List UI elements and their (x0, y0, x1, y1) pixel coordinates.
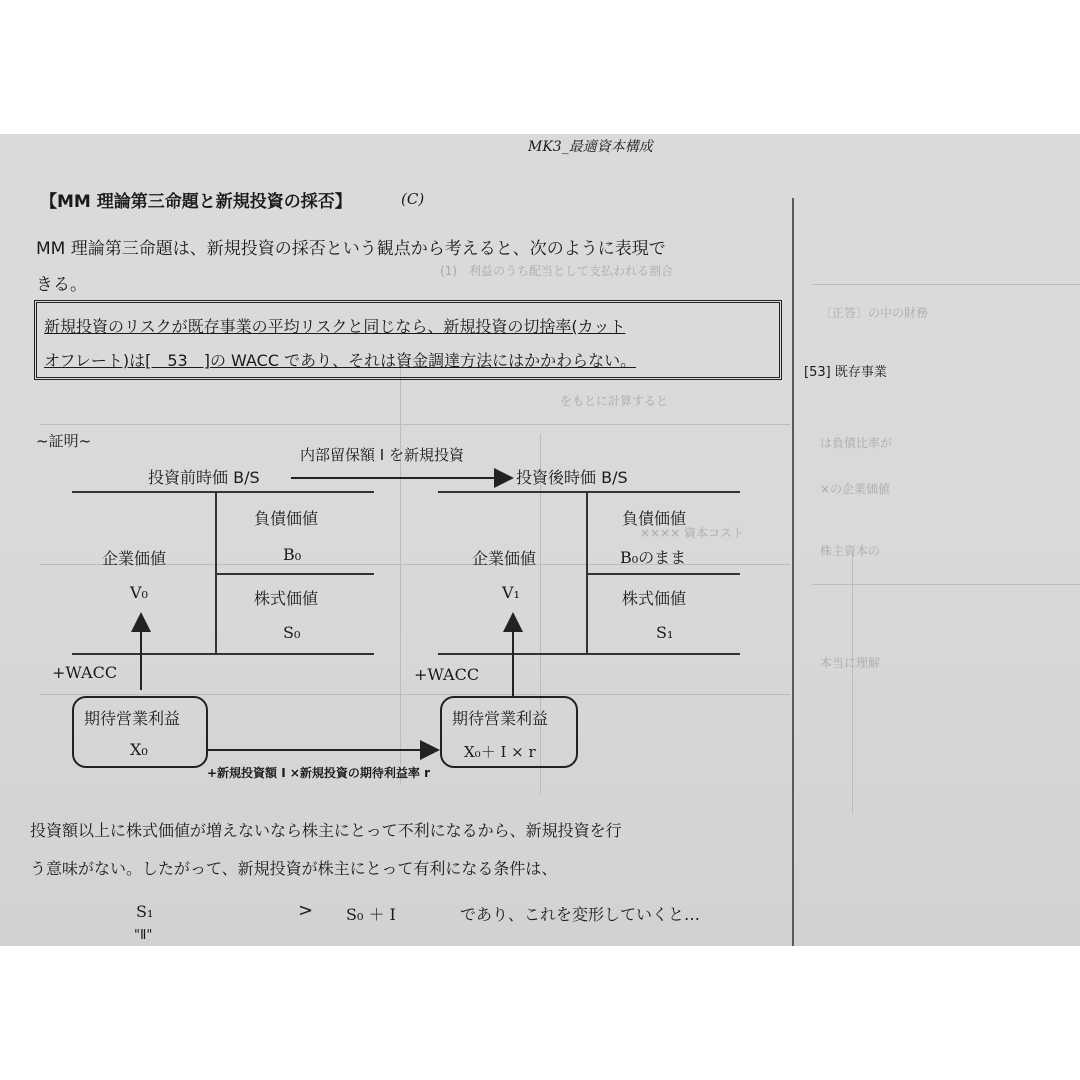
running-header: MK3_最適資本構成 (528, 139, 653, 155)
proof-label: ~証明~ (36, 432, 92, 450)
intro-text-line-1: MM 理論第三命題は、新規投資の採否という観点から考えると、次のように表現で (36, 239, 666, 259)
bleed-through-text: 株主資本の (820, 544, 881, 558)
before-debt-value: B₀ (283, 545, 302, 564)
after-debt-value: B₀のまま (620, 548, 687, 567)
intro-text-line-2: きる。 (36, 275, 87, 295)
bleed-through-text: をもとに計算すると (560, 394, 669, 408)
after-equity-value: S₁ (656, 623, 674, 642)
bleed-through-text: ×の企業価値 (820, 482, 891, 496)
after-earnings-value: X₀＋ I × r (464, 743, 536, 761)
transfer-label: 内部留保額 I を新規投資 (300, 446, 464, 464)
section-title: 【MM 理論第三命題と新規投資の採否】 (40, 192, 352, 212)
bleed-through-text: は負債比率が (820, 436, 893, 450)
after-bs-title: 投資後時価 B/S (516, 468, 628, 487)
inequality-gt: > (298, 900, 314, 921)
before-firm-value-label: 企業価値 (102, 549, 167, 568)
bleed-through-text: ×××× 資本コスト (640, 526, 745, 540)
boxed-statement-line-1: 新規投資のリスクが既存事業の平均リスクと同じなら、新規投資の切捨率(カット (44, 317, 626, 336)
bottom-arrow-label: +新規投資額 I ×新規投資の期待利益率 r (207, 766, 431, 780)
before-equity-label: 株式価値 (254, 589, 319, 608)
before-earnings-value: X₀ (130, 740, 148, 759)
boxed-statement-line-2: オフレート)は[ 53 ]の WACC であり、それは資金調達方法にはかかわらない。 (44, 351, 637, 370)
conclusion-line-2: う意味がない。したがって、新規投資が株主にとって有利になる条件は、 (30, 859, 558, 878)
before-bs-title: 投資前時価 B/S (148, 468, 260, 487)
cut-off-text: "Ⅱ" (134, 928, 153, 943)
difficulty-mark: (C) (401, 190, 425, 208)
conclusion-line-1: 投資額以上に株式価値が増えないなら株主にとって不利になるから、新規投資を行 (30, 821, 622, 840)
before-firm-value: V₀ (130, 583, 148, 602)
bleed-through-text: 〔正答〕の中の財務 (820, 306, 929, 320)
before-wacc: +WACC (52, 663, 118, 682)
before-equity-value: S₀ (283, 623, 301, 642)
after-firm-value: V₁ (502, 583, 520, 602)
after-earnings-box (440, 696, 578, 768)
inequality-tail: であり、これを変形していくと… (460, 905, 701, 924)
bleed-through-text: 本当に理解 (820, 656, 881, 670)
after-debt-label: 負債価値 (622, 509, 687, 528)
bleed-through-rule (812, 284, 1080, 285)
inequality-lhs: S₁ (136, 902, 154, 921)
before-debt-label: 負債価値 (254, 509, 319, 528)
bleed-through-text: (1) 利益のうち配当として支払われる割合 (440, 264, 673, 278)
after-wacc: +WACC (414, 665, 480, 684)
after-equity-label: 株式価値 (622, 589, 687, 608)
inequality-rhs: S₀ ＋ I (346, 905, 396, 924)
after-firm-value-label: 企業価値 (472, 549, 537, 568)
before-earnings-label: 期待営業利益 (84, 709, 181, 728)
document-page (0, 134, 1080, 946)
before-earnings-box (72, 696, 208, 768)
sidebar-answer: [53] 既存事業 (804, 365, 887, 380)
bleed-through-rule (852, 554, 853, 814)
after-earnings-label: 期待営業利益 (452, 709, 549, 728)
